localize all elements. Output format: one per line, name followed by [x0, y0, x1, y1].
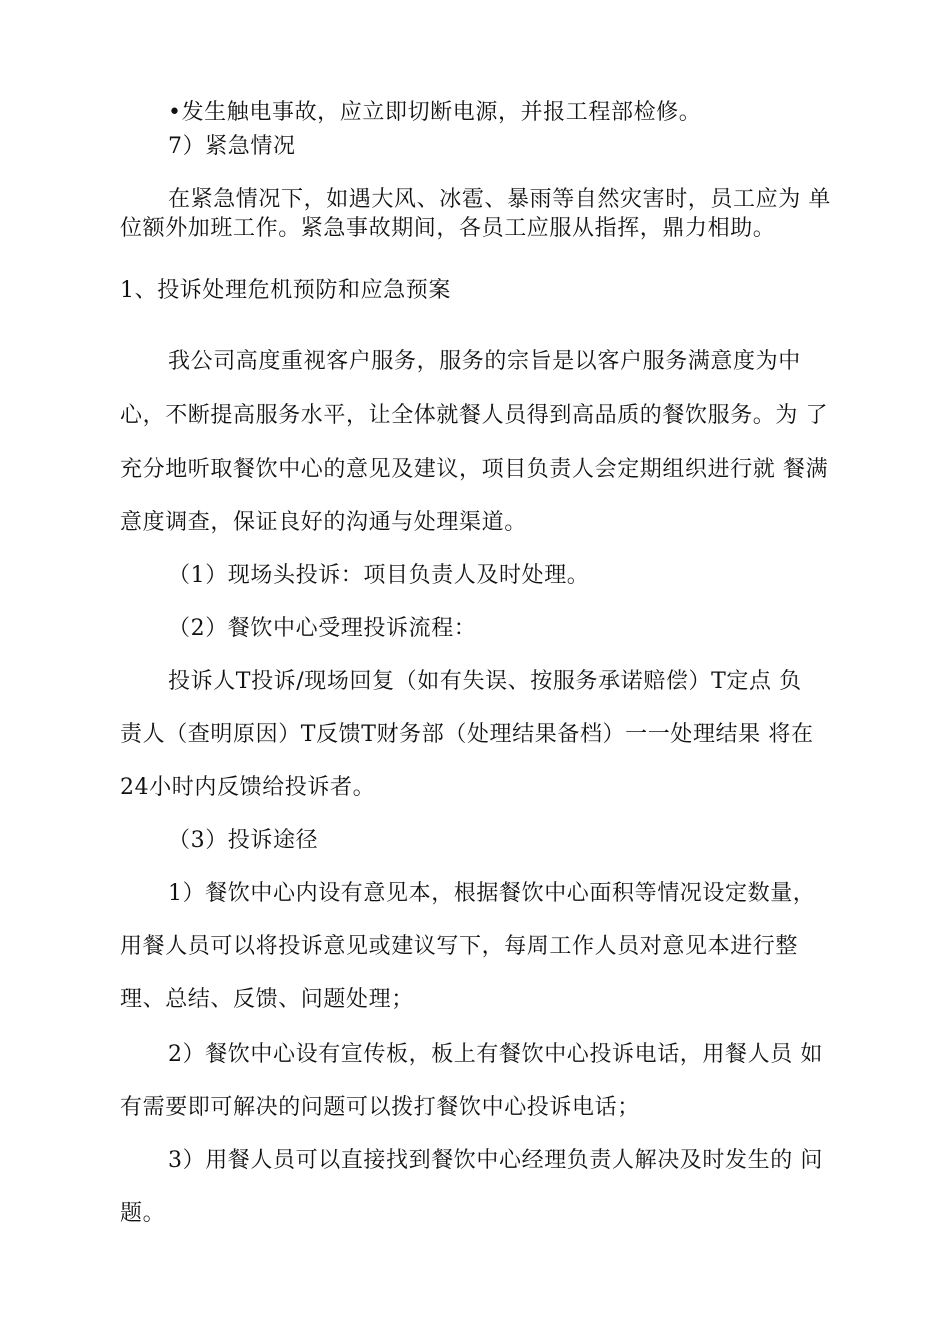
- paragraph-channel1-line-2: 用餐人员可以将投诉意见或建议写下，每周工作人员对意见本进行整: [120, 934, 799, 959]
- list-item-complaint-process: （2）餐饮中心受理投诉流程：: [168, 616, 477, 641]
- paragraph-process-line-1: 投诉人T投诉/现场回复（如有失误、按服务承诺赔偿）T定点 负: [168, 669, 802, 694]
- list-item-complaint-channels: （3）投诉途径: [168, 828, 319, 853]
- paragraph-channel1-line-3: 理、总结、反馈、问题处理；: [120, 987, 414, 1012]
- list-item-onsite-complaint: （1）现场头投诉：项目负责人及时处理。: [168, 563, 590, 588]
- paragraph-channel1-line-1: 1）餐饮中心内设有意见本，根据餐饮中心面积等情况设定数量，: [168, 881, 816, 906]
- paragraph-channel2-line-2: 有需要即可解决的问题可以拨打餐饮中心投诉电话；: [120, 1095, 640, 1120]
- paragraph-channel3-line-2: 题。: [120, 1201, 166, 1226]
- paragraph-service-line-1: 我公司高度重视客户服务，服务的宗旨是以客户服务满意度为中: [168, 349, 801, 374]
- paragraph-emergency-line-1: 在紧急情况下，如遇大风、冰雹、暴雨等自然灾害时，员工应为 单: [168, 187, 831, 212]
- paragraph-service-line-2: 心，不断提高服务水平，让全体就餐人员得到高品质的餐饮服务。为 了: [120, 403, 829, 428]
- bullet-line-electric-shock: •发生触电事故，应立即切断电源，并报工程部检修。: [168, 100, 702, 125]
- section-heading-emergency: 7）紧急情况: [168, 134, 296, 159]
- paragraph-service-line-3: 充分地听取餐饮中心的意见及建议，项目负责人会定期组织进行就 餐满: [120, 457, 829, 482]
- paragraph-channel2-line-1: 2）餐饮中心设有宣传板，板上有餐饮中心投诉电话，用餐人员 如: [168, 1042, 823, 1067]
- paragraph-channel3-line-1: 3）用餐人员可以直接找到餐饮中心经理负责人解决及时发生的 问: [168, 1148, 823, 1173]
- section-heading-complaint-plan: 1、投诉处理危机预防和应急预案: [120, 278, 451, 303]
- paragraph-service-line-4: 意度调查，保证良好的沟通与处理渠道。: [120, 510, 527, 535]
- paragraph-process-line-3: 24小时内反馈给投诉者。: [120, 775, 376, 800]
- paragraph-emergency-line-2: 位额外加班工作。紧急事故期间，各员工应服从指挥，鼎力相助。: [120, 216, 776, 241]
- paragraph-process-line-2: 责人（查明原因）T反馈T财务部（处理结果备档）一一处理结果 将在: [120, 722, 814, 747]
